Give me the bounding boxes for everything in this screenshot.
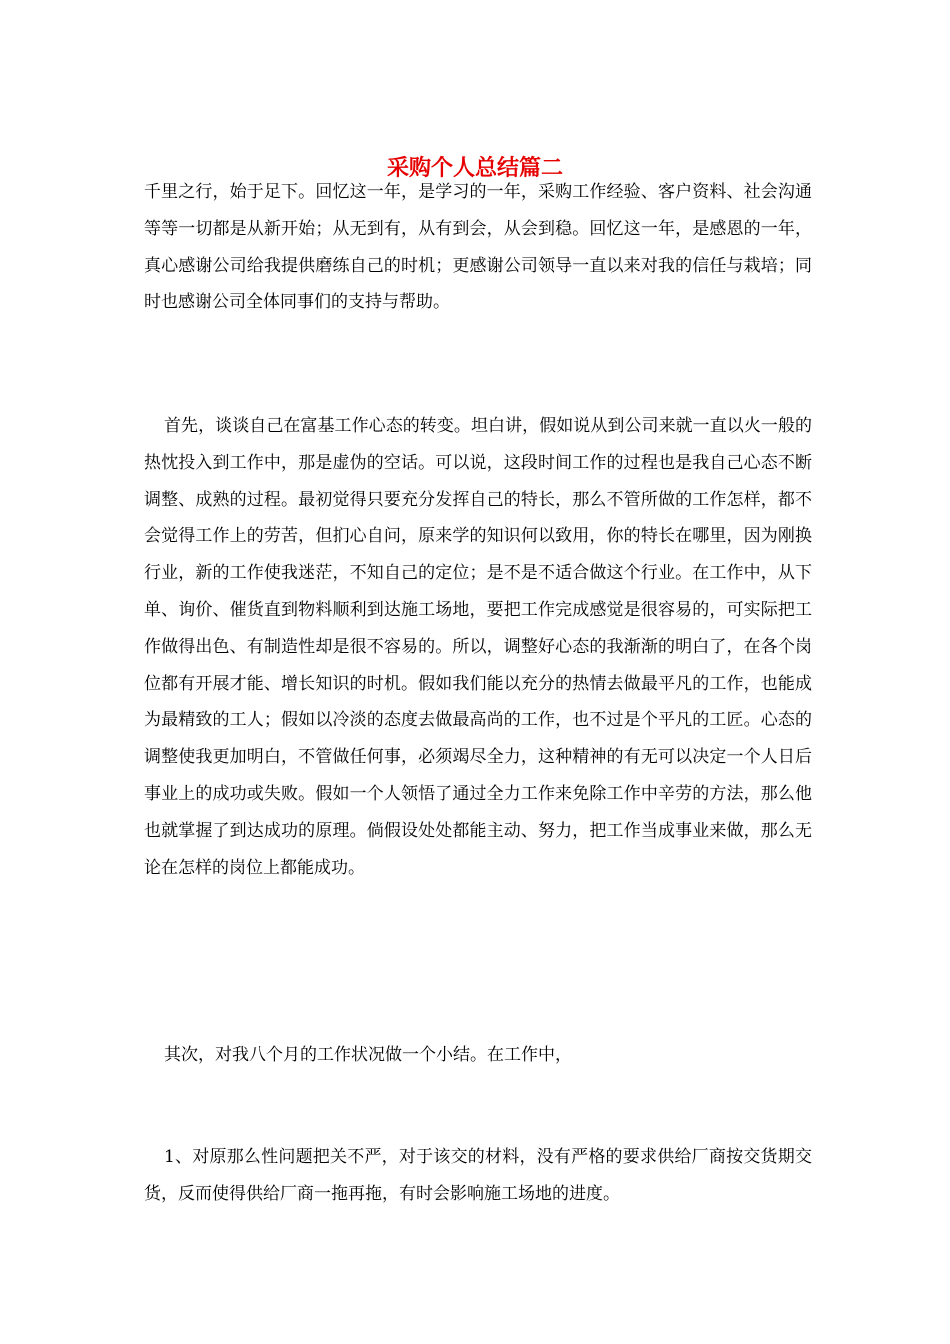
paragraph-summary-intro: 其次，对我八个月的工作状况做一个小结。在工作中， bbox=[164, 1045, 572, 1065]
paragraph-item-1: 1、对原那么性问题把关不严，对于该交的材料，没有严格的要求供给厂商按交货期交货，反而使得供给厂商一拖再拖，有时会影响施工场地的进度。 bbox=[144, 1147, 812, 1204]
paragraph-intro: 千里之行，始于足下。回忆这一年，是学习的一年，采购工作经验、客户资料、社会沟通等等一切都是从新开始；从无到有，从有到会，从会到稳。回忆这一年，是感恩的一年，真心感谢公司给我提供磨练自己的时机；更感谢公司领导一直以来对我的信任与栽培；同时也感谢公司全体同事们的支持与帮助。 bbox=[144, 182, 812, 313]
paragraph-mindset: 首先，谈谈自己在富基工作心态的转变。坦白讲，假如说从到公司来就一直以火一般的热忱投入到工作中，那是虚伪的空话。可以说，这段时间工作的过程也是我自己心态不断调整、成熟的过程。最初觉得只要充分发挥自己的特长，那么不管所做的工作怎样，都不会觉得工作上的劳苦，但扪心自问，原来学的知识何以致用，你的特长在哪里，因为刚换行业，新的工作使我迷茫，不知自己的定位；是不是不适合做这个行业。在工作中，从下单、询价、催货直到物料顺利到达施工场地，要把工作完成感觉是很容易的，可实际把工作做得出色、有制造性却是很不容易的。所以，调整好心态的我渐渐的明白了，在各个岗位都有开展才能、增长知识的时机。假如我们能以充分的热情去做最平凡的工作，也能成为最精致的工人；假如以冷淡的态度去做最高尚的工作，也不过是个平凡的工匠。心态的调整使我更加明白，不管做任何事，必须竭尽全力，这种精神的有无可以决定一个人日后事业上的成功或失败。假如一个人领悟了通过全力工作来免除工作中辛劳的方法，那么他也就掌握了到达成功的原理。倘假设处处都能主动、努力，把工作当成事业来做，那么无论在怎样的岗位上都能成功。 bbox=[144, 416, 812, 878]
document-title: 采购个人总结篇二 bbox=[386, 155, 563, 181]
